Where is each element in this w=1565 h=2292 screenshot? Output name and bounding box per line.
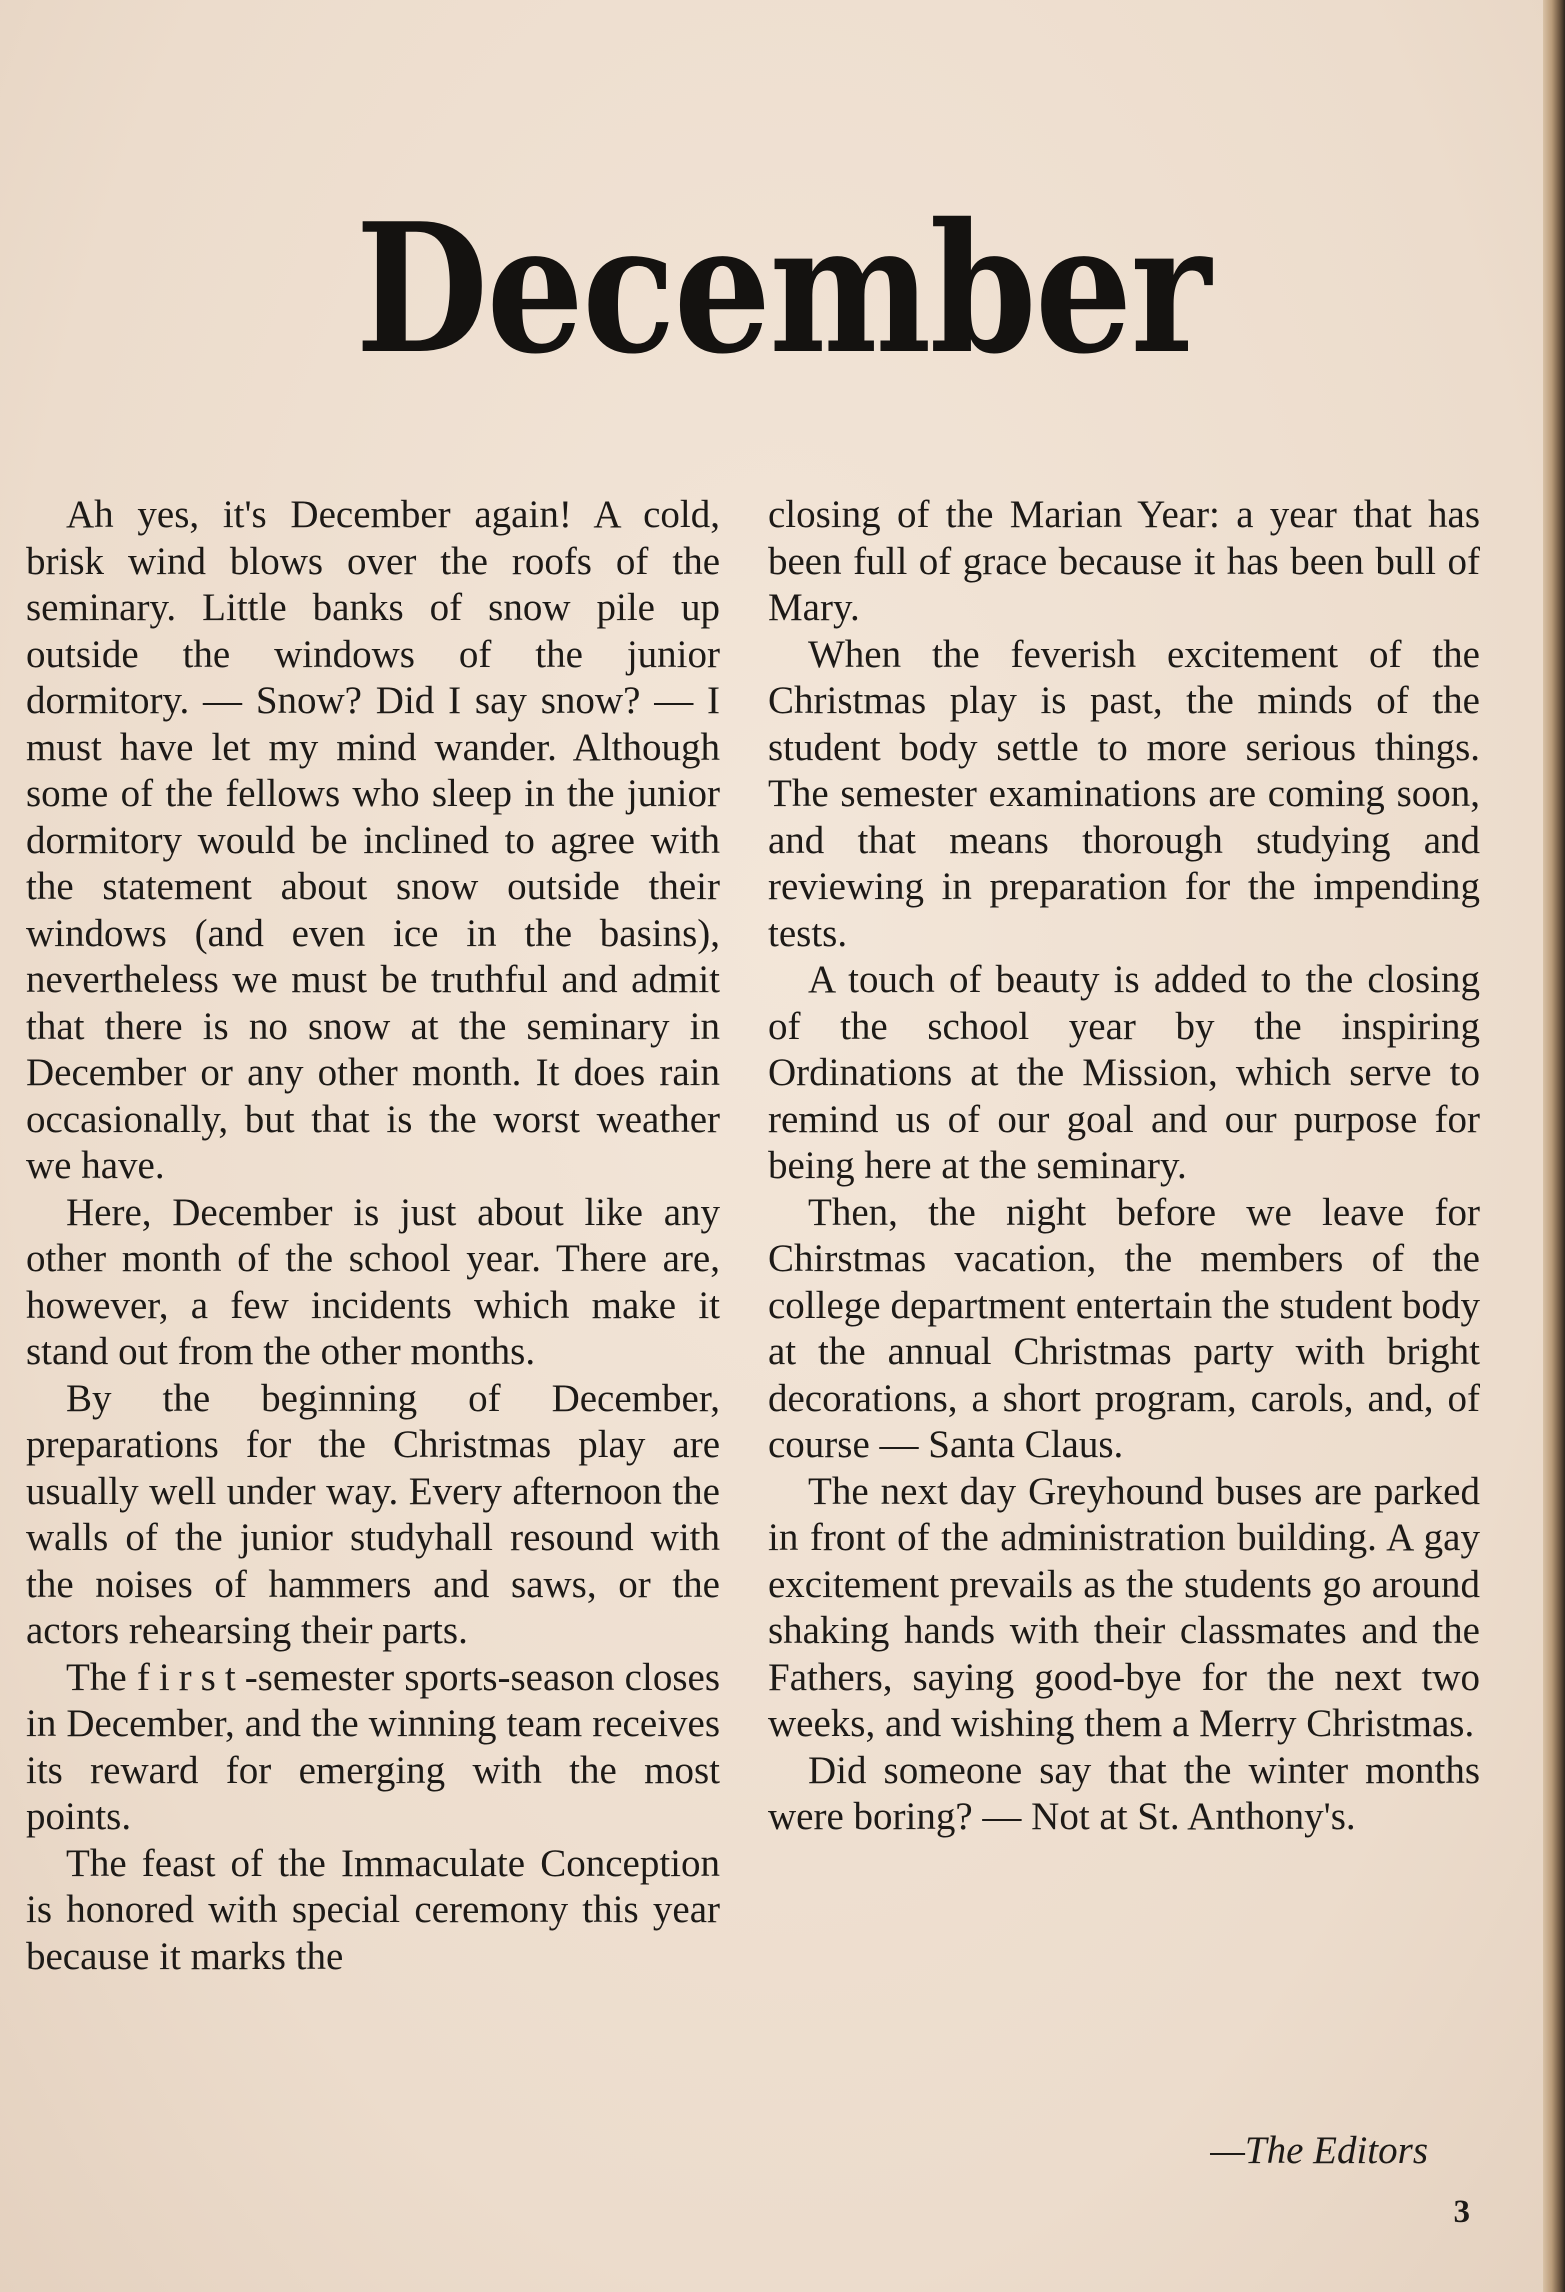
text-span: The bbox=[66, 1655, 127, 1699]
paragraph bbox=[26, 1655, 720, 1841]
paragraph: By the beginning of December, preparations for the Christmas play are usually well under way. Every afternoon the walls of the junior studyhall resound with the noises of hammers and saws, or the actors rehearsing their parts. bbox=[26, 1376, 720, 1652]
spaced-word: first bbox=[136, 1655, 245, 1699]
page-number: 3 bbox=[1453, 2194, 1470, 2230]
paragraph: When the feverish excitement of the Christmas play is past, the minds of the student body settle to more serious things. The semester examinations are coming soon, and that means thorough studying and reviewing in preparation for the impending tests. bbox=[768, 632, 1480, 955]
paragraph: Did someone say that the winter months were boring? — Not at St. Anthony's. bbox=[768, 1748, 1480, 1838]
paragraph: Ah yes, it's December again! A cold, brisk wind blows over the roofs of the seminary. Little banks of snow pile up outside the windows of the junior dormitory. — Snow? Did I say snow? — I must have let my mind wander. Although some of the fellows who sleep in the junior dormitory would be inclined to agree with the statement about snow outside their windows (and even ice in the basins), nevertheless we must be truthful and admit that there is no snow at the seminary in December or any other month. It does rain occasionally, but that is the worst weather we have. bbox=[26, 493, 720, 1187]
page-edge bbox=[1543, 0, 1565, 2292]
right-column bbox=[768, 492, 1480, 1841]
signature: —The Editors bbox=[1210, 2129, 1428, 2172]
page-title: December bbox=[355, 184, 1210, 393]
text-span: -semester sports-season closes in December, and the winning team receives its reward for emerging with the most points. bbox=[26, 1655, 720, 1838]
paragraph: A touch of beauty is added to the closing of the school year by the inspiring Ordinations at the Mission, which serve to remind us of our goal and our purpose for being here at the seminary. bbox=[768, 958, 1480, 1187]
left-column bbox=[26, 492, 720, 1980]
paragraph: The next day Greyhound buses are parked in front of the administration building. A gay excitement prevails as the students go around shaking hands with their classmates and the Fathers, saying good-bye for the next two weeks, and wishing them a Merry Christmas. bbox=[768, 1469, 1480, 1745]
paragraph: Here, December is just about like any other month of the school year. There are, however, a few incidents which make it stand out from the other months. bbox=[26, 1190, 720, 1373]
paragraph: The feast of the Immaculate Conception is honored with special ceremony this year because it marks the bbox=[26, 1841, 720, 1978]
paragraph: closing of the Marian Year: a year that has been full of grace because it has been bull of Mary. bbox=[768, 493, 1480, 629]
paragraph: Then, the night before we leave for Chirstmas vacation, the members of the college department entertain the student body at the annual Christmas party with bright decorations, a short program, carols, and, of course — Santa Claus. bbox=[768, 1190, 1480, 1466]
